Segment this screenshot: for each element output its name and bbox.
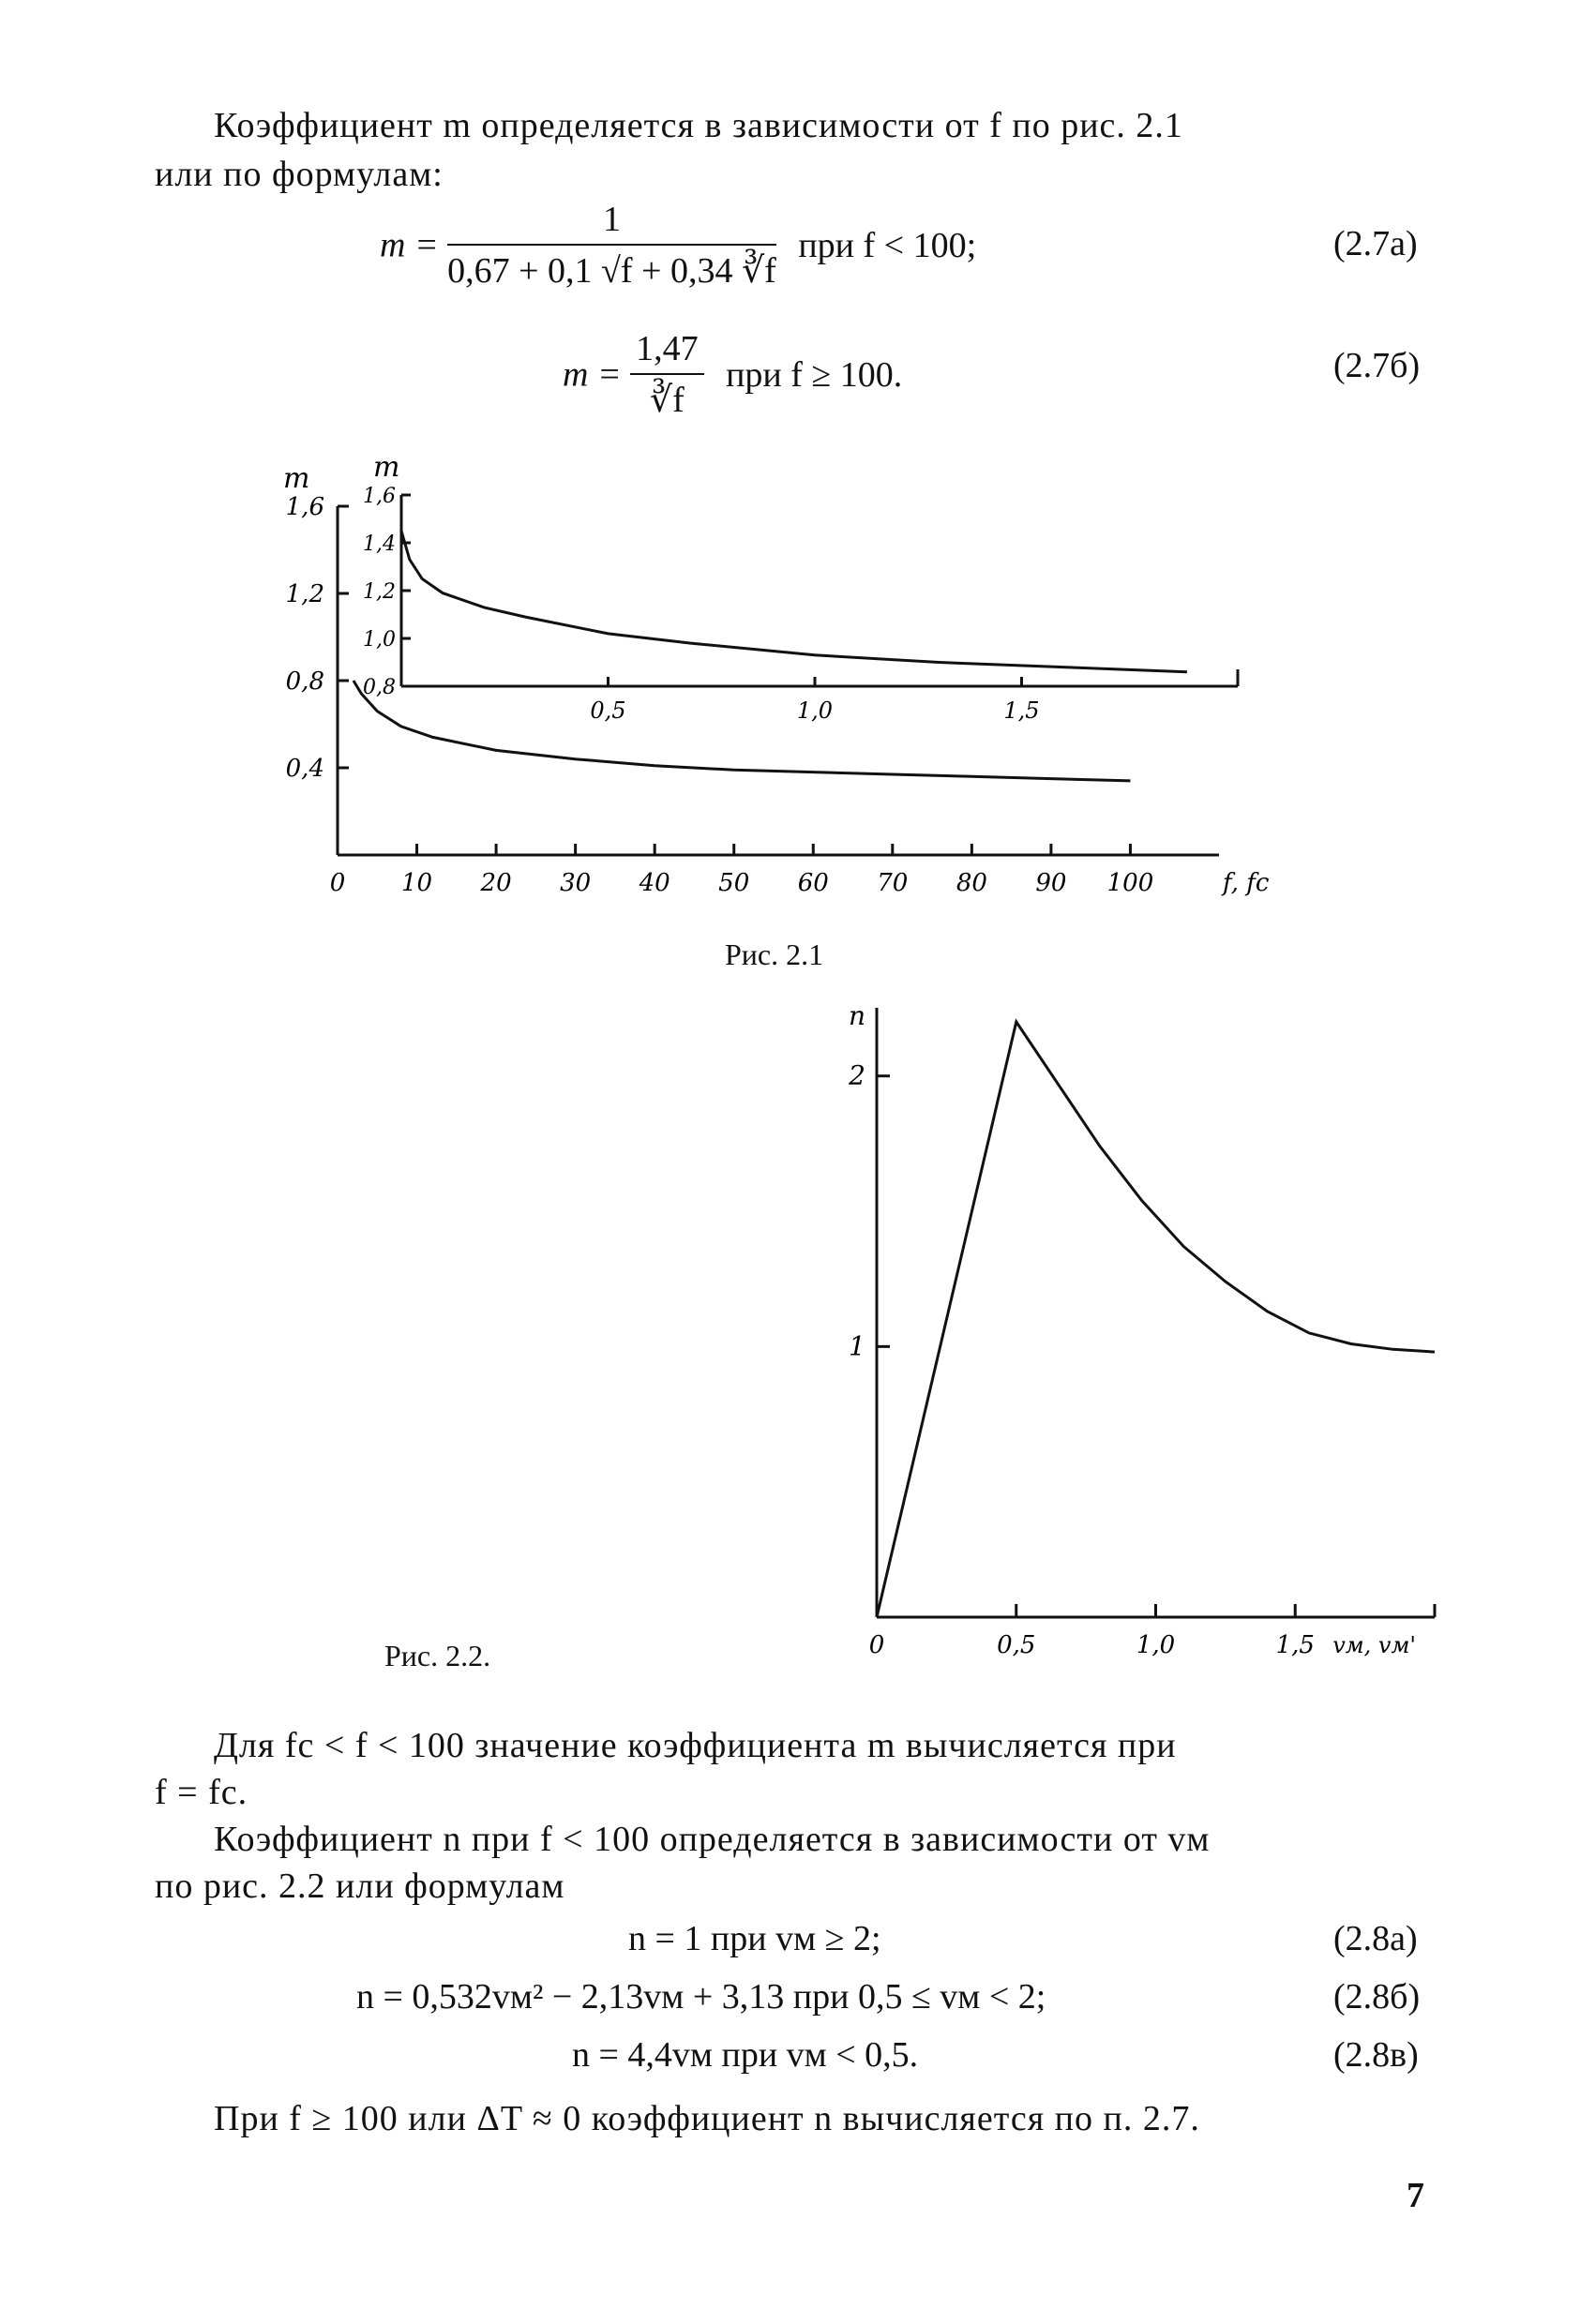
inset-y-tick-label: 1,4 (363, 532, 396, 556)
equation-number-2-8a: (2.8а) (1333, 1919, 1418, 1958)
equation-2-8c: n = 4,4vм при vм < 0,5. (572, 2035, 919, 2075)
equation-number-2-7a: (2.7а) (1333, 224, 1418, 263)
paragraph-3-line-1: Коэффициент n при f < 100 определяется в зависимости от vм (214, 1820, 1211, 1859)
x-tick-label: 1,5 (1275, 1631, 1315, 1659)
paragraph-1-line-1: Коэффициент m определяется в зависимости от f по рис. 2.1 (214, 106, 1183, 145)
x-axis-label: f, fc (1223, 869, 1270, 897)
figure-2-1-caption: Рис. 2.1 (725, 937, 824, 971)
equation-number-2-8b: (2.8б) (1333, 1977, 1421, 2017)
paragraph-1-line-2: или по формулам: (155, 155, 444, 194)
equation-number-2-8c: (2.8в) (1333, 2035, 1419, 2075)
paragraph-3-line-2: по рис. 2.2 или формулам (155, 1867, 565, 1906)
paragraph-2-line-2: f = fc. (155, 1773, 248, 1812)
equation-2-7a (380, 199, 976, 292)
inset-x-tick-label: 0,5 (590, 697, 626, 724)
outer-x-tick-label: 60 (797, 869, 829, 897)
fraction-denominator: ∛f (649, 381, 685, 420)
equation-2-7b (563, 328, 902, 421)
outer-x-tick-label: 0 (329, 869, 346, 897)
paragraph-2-line-1: Для fc < f < 100 значение коэффициента m вычисляется при (214, 1726, 1177, 1765)
outer-x-tick-label: 10 (400, 869, 433, 897)
fraction (630, 328, 704, 421)
outer-y-tick-label: 0,4 (285, 755, 324, 783)
inset-y-tick-label: 0,8 (363, 676, 396, 699)
outer-x-tick-label: 40 (639, 869, 670, 897)
figure-2-2-caption: Рис. 2.2. (384, 1639, 491, 1672)
y-tick-label: 2 (849, 1059, 865, 1091)
series-line (877, 1022, 1435, 1617)
equation-condition: при f < 100; (798, 225, 977, 265)
inset-x-tick-label: 1,5 (1003, 697, 1040, 724)
figure-2-2-chart (825, 989, 1482, 1692)
paragraph-4: При f ≥ 100 или ΔT ≈ 0 коэффициент n вычисляется по п. 2.7. (214, 2099, 1200, 2138)
outer-x-tick-label: 30 (560, 869, 592, 897)
outer-x-tick-label: 50 (718, 869, 750, 897)
inset-x-tick-label: 1,0 (796, 697, 834, 724)
outer-x-tick-label: 100 (1106, 869, 1154, 897)
inset-series-line (401, 531, 1187, 671)
y-axis-label: n (849, 1000, 866, 1031)
outer-y-tick-label: 1,6 (285, 493, 324, 521)
inset-y-tick-label: 1,0 (363, 628, 396, 652)
fraction (447, 199, 776, 292)
equation-number-2-7b: (2.7б) (1333, 346, 1421, 385)
inset-y-axis-label: m (373, 451, 400, 484)
y-tick-label: 1 (849, 1330, 865, 1362)
x-tick-label: 1,0 (1136, 1631, 1176, 1659)
outer-series-line (354, 681, 1131, 781)
outer-y-tick-label: 0,8 (285, 667, 324, 696)
outer-x-tick-label: 90 (1035, 869, 1067, 897)
outer-x-tick-label: 20 (480, 869, 512, 897)
x-axis-label: vм, vм' (1332, 1632, 1416, 1658)
figure-2-1-chart (263, 441, 1341, 909)
x-tick-label: 0 (868, 1631, 885, 1659)
page-number: 7 (1407, 2176, 1425, 2215)
outer-y-axis-label: m (283, 462, 310, 495)
fraction-denominator: 0,67 + 0,1 √f + 0,34 ∛f (447, 251, 776, 291)
fraction-numerator: 1,47 (630, 328, 704, 375)
inset-y-tick-label: 1,2 (363, 580, 396, 604)
x-tick-label: 0,5 (997, 1631, 1036, 1659)
equation-2-8b: n = 0,532vм² − 2,13vм + 3,13 при 0,5 ≤ vм < 2; (356, 1977, 1046, 2017)
equation-2-8a: n = 1 при vм ≥ 2; (628, 1919, 881, 1958)
outer-y-tick-label: 1,2 (285, 580, 324, 608)
fraction-numerator: 1 (447, 199, 776, 246)
inset-y-tick-label: 1,6 (363, 485, 396, 508)
equation-lhs: m = (563, 354, 622, 395)
outer-x-tick-label: 70 (877, 869, 909, 897)
equation-lhs: m = (380, 225, 439, 265)
outer-x-tick-label: 80 (955, 869, 987, 897)
equation-condition: при f ≥ 100. (726, 354, 903, 395)
